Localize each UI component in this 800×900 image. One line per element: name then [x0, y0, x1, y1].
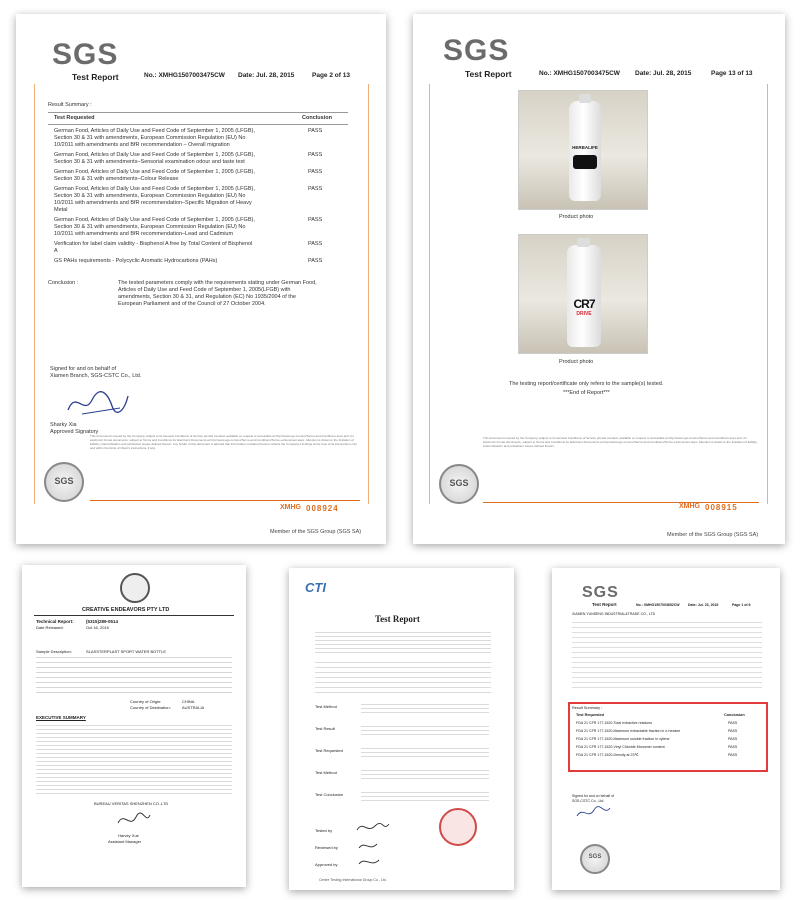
- sample-note: The testing report/certificate only refers to the sample(s) tested.: [509, 381, 664, 387]
- col-test-requested: Test Requested: [576, 713, 604, 717]
- conclusion-line: European Parliament and of the Council of 27 October 2004.: [118, 301, 266, 307]
- summary-row-text: Section 30 & 31 with amendments, European Commission Regulation (EU) No: [54, 135, 246, 141]
- section-text: [361, 704, 489, 714]
- end-of-report: ***End of Report***: [563, 390, 610, 396]
- signature: [574, 804, 614, 822]
- client-name: XIAMEN YUNSENG INDUSTRIAL&TRADE CO., LTD: [572, 612, 656, 616]
- summary-row-text: German Food, Articles of Daily Use and Feed Code of September 1, 2005 (LFGB),: [54, 217, 255, 223]
- col-test-requested: Test Requested: [54, 115, 95, 121]
- side-rule: [429, 84, 430, 504]
- report-page-summary: [16, 14, 386, 544]
- serial-number: 008915: [705, 503, 738, 512]
- heading-rule: [34, 615, 234, 616]
- summary-row-text: German Food, Articles of Daily Use and Feed Code of September 1, 2005 (LFGB),: [54, 169, 255, 175]
- signatory-name: Sharky Xia: [50, 422, 77, 428]
- summary-row-result: PASS: [308, 258, 323, 264]
- bottle-cr7: CR7 DRIVE: [567, 245, 601, 347]
- cti-test-report: [289, 568, 514, 890]
- sample-fields: [315, 662, 491, 696]
- section-label: Test Method: [315, 704, 337, 709]
- destination-label: Country of Destination:: [130, 705, 171, 710]
- summary-row-text: Section 30 & 31 with amendments–Sensorial examination odour and taste test: [54, 159, 245, 165]
- signatory-name: Harvey Xue: [118, 833, 139, 838]
- report-page-photos: [413, 14, 785, 544]
- sgs-fda-report: [552, 568, 780, 890]
- side-rule: [34, 84, 35, 504]
- conclusion-line: amendments, Section 30 & 31, and Regulation (EC) No 1935/2004 of the: [118, 294, 296, 300]
- summary-row-text: Section 30 & 31 with amendments, European Commission Regulation (EU) No: [54, 224, 246, 230]
- summary-row-text: 10/2011 with amendments and BfR recommendation–Lead and Cadmium: [54, 231, 234, 237]
- test-report-heading: Test Report: [72, 72, 119, 82]
- header-fields: [315, 632, 491, 654]
- signed-line-1: Signed for and on behalf of: [50, 366, 117, 372]
- signature: [62, 386, 132, 420]
- col-conclusion: Conclusion: [302, 115, 332, 121]
- sgs-logo: SGS: [443, 34, 510, 67]
- sgs-seal: SGS: [44, 462, 84, 502]
- section-text: [361, 748, 489, 758]
- sgs-logo: SGS: [582, 584, 619, 601]
- report-number: No.: XMHG1507003652CW: [636, 603, 680, 607]
- fda-row-item: FDA 21 CFR 177.1520-Vinyl Chloride Monomer content: [576, 745, 665, 749]
- summary-row-text: German Food, Articles of Daily Use and Feed Code of September 1, 2005 (LFGB),: [54, 186, 255, 192]
- summary-row-text: A: [54, 248, 58, 254]
- report-title: Test Report: [375, 614, 420, 624]
- sgs-seal: SGS: [439, 464, 479, 504]
- serial-prefix: XMHG: [280, 504, 301, 511]
- fda-row-result: PASS: [728, 721, 738, 725]
- side-rule: [368, 84, 369, 504]
- signed-line: Signed for and on behalf of: [572, 794, 615, 798]
- signed-line-2: SGS-CSTC Co., Ltd.: [572, 799, 605, 803]
- result-summary-title: Result Summary :: [48, 102, 92, 108]
- section-label: Test Method: [315, 770, 337, 775]
- tech-report-label: Technical Report:: [36, 619, 74, 624]
- section-label: Test Result: [315, 726, 335, 731]
- conclusion-line: Articles of Daily Use and Feed Code of September 1, 2005(LFGB) with: [118, 287, 291, 293]
- sgs-group-member: Member of the SGS Group (SGS SA): [667, 532, 759, 538]
- summary-row-text: German Food, Articles of Daily Use and Feed Code of September 1, 2005 (LFGB),: [54, 152, 255, 158]
- col-conclusion: Conclusion: [724, 713, 745, 717]
- bottle-herbalife: HERBALIFE: [569, 101, 601, 201]
- summary-row-text: Metal: [54, 207, 68, 213]
- destination-value: AUSTRALIA: [182, 705, 205, 710]
- fda-row-result: PASS: [728, 745, 738, 749]
- result-summary-title: Result Summary :: [572, 706, 603, 710]
- sample-fields: [36, 657, 232, 697]
- sgs-group-member: Member of the SGS Group (SGS SA): [270, 529, 362, 535]
- section-text: [361, 726, 489, 736]
- approved-by-label: Approved by: [315, 862, 338, 867]
- fda-row-item: FDA 21 CFR 177.1520-Maximum soluble fraction in xylene: [576, 737, 670, 741]
- bureau-veritas-report: [22, 565, 246, 887]
- serial-prefix: XMHG: [679, 503, 700, 510]
- report-date: Date: Jul. 28, 2015: [635, 70, 692, 77]
- summary-row-text: Section 30 & 31 with amendments–Colour Release: [54, 176, 179, 182]
- test-report-heading: Test Report: [465, 69, 512, 79]
- summary-row-result: PASS: [308, 169, 323, 175]
- summary-row-result: PASS: [308, 152, 323, 158]
- summary-row-result: PASS: [308, 241, 323, 247]
- fda-row-result: PASS: [728, 729, 738, 733]
- disclaimer-text: This document is issued by the Company subject to its General Conditions of Service printed overleaf, available on request or accessible at http://www.sgs.com/en/Terms-and-Conditions.aspx and, for electronic format documents, subject to Terms and Conditions for Electronic Documents at http://www.sgs.com/en/Terms-and-Conditions/Terms-e-Document.aspx. Attention is drawn to the limitation of liability, indemnification and jurisdiction issues defined therein. Any holder of this document is advised that information contained hereon reflects the Company's findings at the time of its intervention only and within the limits of Client's instructions, if any.: [90, 434, 357, 450]
- product-photo-1: [518, 90, 648, 210]
- report-number: No.: XMHG1507003475CW: [539, 70, 620, 77]
- side-rule: [767, 84, 768, 504]
- signature: [353, 820, 393, 870]
- tested-by-label: Tested by: [315, 828, 333, 833]
- summary-row-text: Verification for label claim validity - Bisphenol A free by Total Content of Bisphenol: [54, 241, 253, 247]
- conclusion-label: Conclusion :: [48, 280, 79, 286]
- summary-row-result: PASS: [308, 217, 323, 223]
- report-date: Date: Jul. 23, 2015: [688, 603, 719, 607]
- report-date: Date: Jul. 28, 2015: [238, 72, 295, 79]
- sample-info: [572, 622, 762, 692]
- signature: [114, 809, 154, 831]
- page-number: Page 2 of 13: [312, 72, 350, 79]
- summary-row-result: PASS: [308, 128, 323, 134]
- footer-text: Centre Testing International Group Co., Ltd.: [319, 878, 387, 882]
- sample-desc: SLASSTERPLAST SPORT WATER BOTTLE: [86, 649, 167, 654]
- table-rule: [48, 112, 348, 113]
- product-photo-2: [518, 234, 648, 354]
- signed-line-2: Xiamen Branch, SGS-CSTC Co., Ltd.: [50, 373, 142, 379]
- report-number: No.: XMHG1507003475CW: [144, 72, 225, 79]
- company-heading: CREATIVE ENDEAVORS PTY LTD: [82, 607, 170, 613]
- photo-caption-1: Product photo: [559, 214, 594, 220]
- summary-row-text: GS PAHs requirements - Polycyclic Aromatic Hydrocarbons (PAHs): [54, 258, 218, 264]
- section-text: [361, 792, 489, 802]
- photo-caption-2: Product photo: [559, 359, 594, 365]
- bv-logo: [120, 573, 150, 603]
- reviewed-by-label: Reviewed by: [315, 845, 338, 850]
- summary-text: [36, 725, 232, 795]
- signatory-title: Approved Signatory: [50, 429, 99, 435]
- cti-red-seal: [439, 808, 477, 846]
- section-label: Test Requested: [315, 748, 343, 753]
- page-number: Page 1 of 6: [732, 603, 751, 607]
- origin-value: CHINA: [182, 699, 195, 704]
- table-rule: [48, 124, 348, 125]
- origin-label: Country of Origin:: [130, 699, 162, 704]
- date-value: Oct 16, 2015: [86, 625, 109, 630]
- section-text: [361, 770, 489, 780]
- summary-row-text: Section 30 & 31 with amendments, European Commission Regulation (EU) No: [54, 193, 246, 199]
- tech-report-number: (5315)289-0514: [86, 619, 119, 624]
- fda-row-item: FDA 21 CFR 177.1520-Density at 23℃: [576, 753, 639, 757]
- page-number: Page 13 of 13: [711, 70, 753, 77]
- date-label: Date Released:: [36, 625, 64, 630]
- fda-row-result: PASS: [728, 753, 738, 757]
- summary-row-text: 10/2011 with amendments and BfR recommendation–Specific Migration of Heavy: [54, 200, 252, 206]
- serial-number: 008924: [306, 504, 339, 513]
- fda-row-item: FDA 21 CFR 177.1520-Maximum extractable fraction in n-hexane: [576, 729, 681, 733]
- conclusion-line: The tested parameters comply with the requirements stating under German Food,: [118, 280, 317, 286]
- summary-row-result: PASS: [308, 186, 323, 192]
- summary-row-text: 10/2011 with amendments and BfR recommendation – Overall migration: [54, 142, 230, 148]
- fda-row-item: FDA 21 CFR 177.1520-Total extractive residues: [576, 721, 653, 725]
- sample-desc-label: Sample Description:: [36, 649, 72, 654]
- disclaimer-text: This document is issued by the Company subject to its General Conditions of Service printed overleaf, available on request or accessible at http://www.sgs.com/en/Terms-and-Conditions.aspx and, for electronic format documents, subject to Terms and Conditions for Electronic Documents at http://www.sgs.com/en/Terms-and-Conditions/Terms-e-Document.aspx. Attention is drawn to the limitation of liability, indemnification and jurisdiction issues defined therein.: [483, 436, 758, 448]
- fda-row-result: PASS: [728, 737, 738, 741]
- section-label: Test Conclusion: [315, 792, 344, 797]
- footer-rule: [90, 500, 360, 501]
- executive-summary-heading: EXECUTIVE SUMMARY: [36, 715, 86, 720]
- sgs-seal: SGS: [580, 844, 610, 874]
- signatory-title: Assistant Manager: [108, 839, 142, 844]
- sgs-logo: SGS: [52, 38, 119, 71]
- cti-logo: CTI: [305, 580, 326, 595]
- lab-name: BUREAU VERITAS SHENZHEN CO.,LTD: [94, 801, 169, 806]
- summary-row-text: German Food, Articles of Daily Use and Feed Code of September 1, 2005 (LFGB),: [54, 128, 255, 134]
- test-report-heading: Test Report: [592, 602, 617, 607]
